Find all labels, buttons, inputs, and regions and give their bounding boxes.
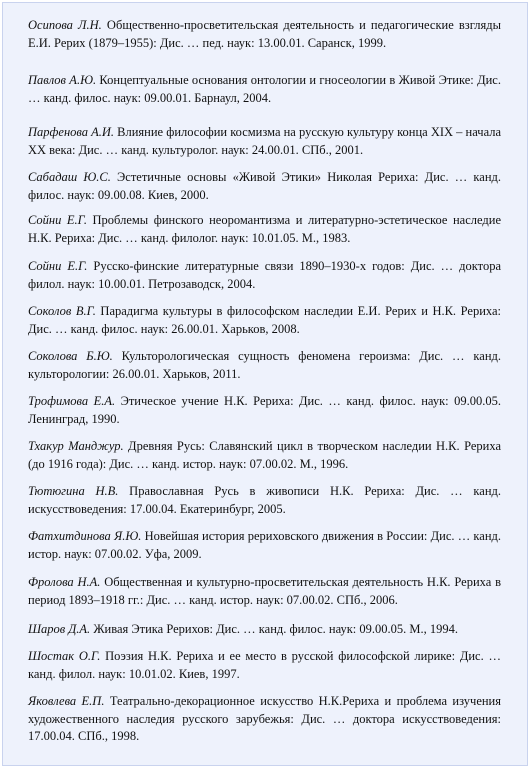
- document-page: [2, 2, 528, 766]
- entry-text: Общественная и культурно-просветительская деятельность Н.К. Рериха в период 1893–1918 гг.: Дис. … канд. истор. наук: 07.00.02. СПб., 2006.: [28, 575, 501, 607]
- bibliography-entry: [3, 169, 529, 204]
- entry-author: Осипова Л.Н.: [28, 18, 102, 32]
- entry-text: Общественно-просветительская деятельность и педагогические взгляды Е.И. Рерих (1879–1955): Дис. … пед. наук: 13.00.01. Саранск, 1999.: [28, 18, 501, 50]
- entry-author: Сойни Е.Г.: [28, 259, 88, 273]
- bibliography-entry: [3, 648, 529, 683]
- entry-author: Тютюгина Н.В.: [28, 484, 119, 498]
- entry-text: Живая Этика Рерихов: Дис. … канд. филос. наук: 09.00.05. М., 1994.: [90, 622, 459, 636]
- entry-author: Парфенова А.И.: [28, 125, 115, 139]
- entry-author: Тхакур Манджур.: [28, 439, 124, 453]
- entry-author: Шостак О.Г.: [28, 649, 101, 663]
- entry-text: Концептуальные основания онтологии и гносеологии в Живой Этике: Дис. … канд. филос. наук: 09.00.01. Барнаул, 2004.: [28, 73, 501, 105]
- entry-text: Проблемы финского неоромантизма и литературно-эстетическое наследие Н.К. Рериха: Дис. … канд. филолог. наук: 10.01.05. М., 1983.: [28, 213, 501, 245]
- entry-author: Сабадаш Ю.С.: [28, 170, 111, 184]
- entry-author: Фролова Н.А.: [28, 575, 101, 589]
- bibliography-entry: [3, 303, 529, 338]
- bibliography-entry: [3, 124, 529, 159]
- entry-author: Фатхитдинова Я.Ю.: [28, 529, 142, 543]
- entry-text: Этическое учение Н.К. Рериха: Дис. … канд. филос. наук: 09.00.05. Ленинград, 1990.: [28, 394, 501, 426]
- entry-text: Русско-финские литературные связи 1890–1930-х годов: Дис. … доктора филол. наук: 10.00.01. Петрозаводск, 2004.: [28, 259, 501, 291]
- bibliography-entry: [3, 17, 529, 52]
- bibliography-entry: [3, 483, 529, 518]
- entry-author: Яковлева Е.П.: [28, 694, 105, 708]
- bibliography-entry: [3, 72, 529, 107]
- entry-text: Древняя Русь: Славянский цикл в творческом наследии Н.К. Рериха (до 1916 года): Дис. … канд. истор. наук: 07.00.02. М., 1996.: [28, 439, 501, 471]
- entry-text: Парадигма культуры в философском наследии Е.И. Рерих и Н.К. Рериха: Дис. … канд. филос. наук: 26.00.01. Харьков, 2008.: [28, 304, 501, 336]
- entry-author: Сойни Е.Г.: [28, 213, 87, 227]
- bibliography-entry: [3, 348, 529, 383]
- entry-text: Влияние философии космизма на русскую культуру конца XIX – начала XX века: Дис. … канд. культуролог. наук: 24.00.01. СПб., 2001.: [28, 125, 502, 157]
- bibliography-entry: [3, 212, 529, 247]
- bibliography-entry: [3, 393, 529, 428]
- bibliography-entry: [3, 574, 529, 609]
- entry-author: Трофимова Е.А.: [28, 394, 116, 408]
- entry-text: Театрально-декорационное искусство Н.К.Рериха и проблема изучения художественного наследия русского зарубежья: Дис. … доктора искусствоведения: 17.00.04. СПб., 1998.: [28, 694, 501, 743]
- bibliography-entry: [3, 258, 529, 293]
- entry-author: Соколова Б.Ю.: [28, 349, 113, 363]
- entry-text: Православная Русь в живописи Н.К. Рериха: Дис. … канд. искусствоведения: 17.00.04. Екатеринбург, 2005.: [28, 484, 501, 516]
- entry-author: Шаров Д.А.: [28, 622, 91, 636]
- entry-author: Павлов А.Ю.: [28, 73, 97, 87]
- entry-text: Эстетичные основы «Живой Этики» Николая Рериха: Дис. … канд. филос. наук: 09.00.08. Киев, 2000.: [28, 170, 501, 202]
- entry-author: Соколов В.Г.: [28, 304, 96, 318]
- bibliography-entry: [3, 621, 529, 639]
- bibliography-entry: [3, 438, 529, 473]
- entry-text: Культорологическая сущность феномена героизма: Дис. … канд. культорологии: 26.00.01. Харьков, 2011.: [28, 349, 501, 381]
- entry-text: Новейшая история рериховского движения в России: Дис. … канд. истор. наук: 07.00.02. Уфа, 2009.: [28, 529, 502, 561]
- entry-text: Поэзия Н.К. Рериха и ее место в русской философской лирике: Дис. … канд. филол. наук: 10.01.02. Киев, 1997.: [28, 649, 501, 681]
- bibliography-entry: [3, 528, 529, 563]
- bibliography-entry: [3, 693, 529, 746]
